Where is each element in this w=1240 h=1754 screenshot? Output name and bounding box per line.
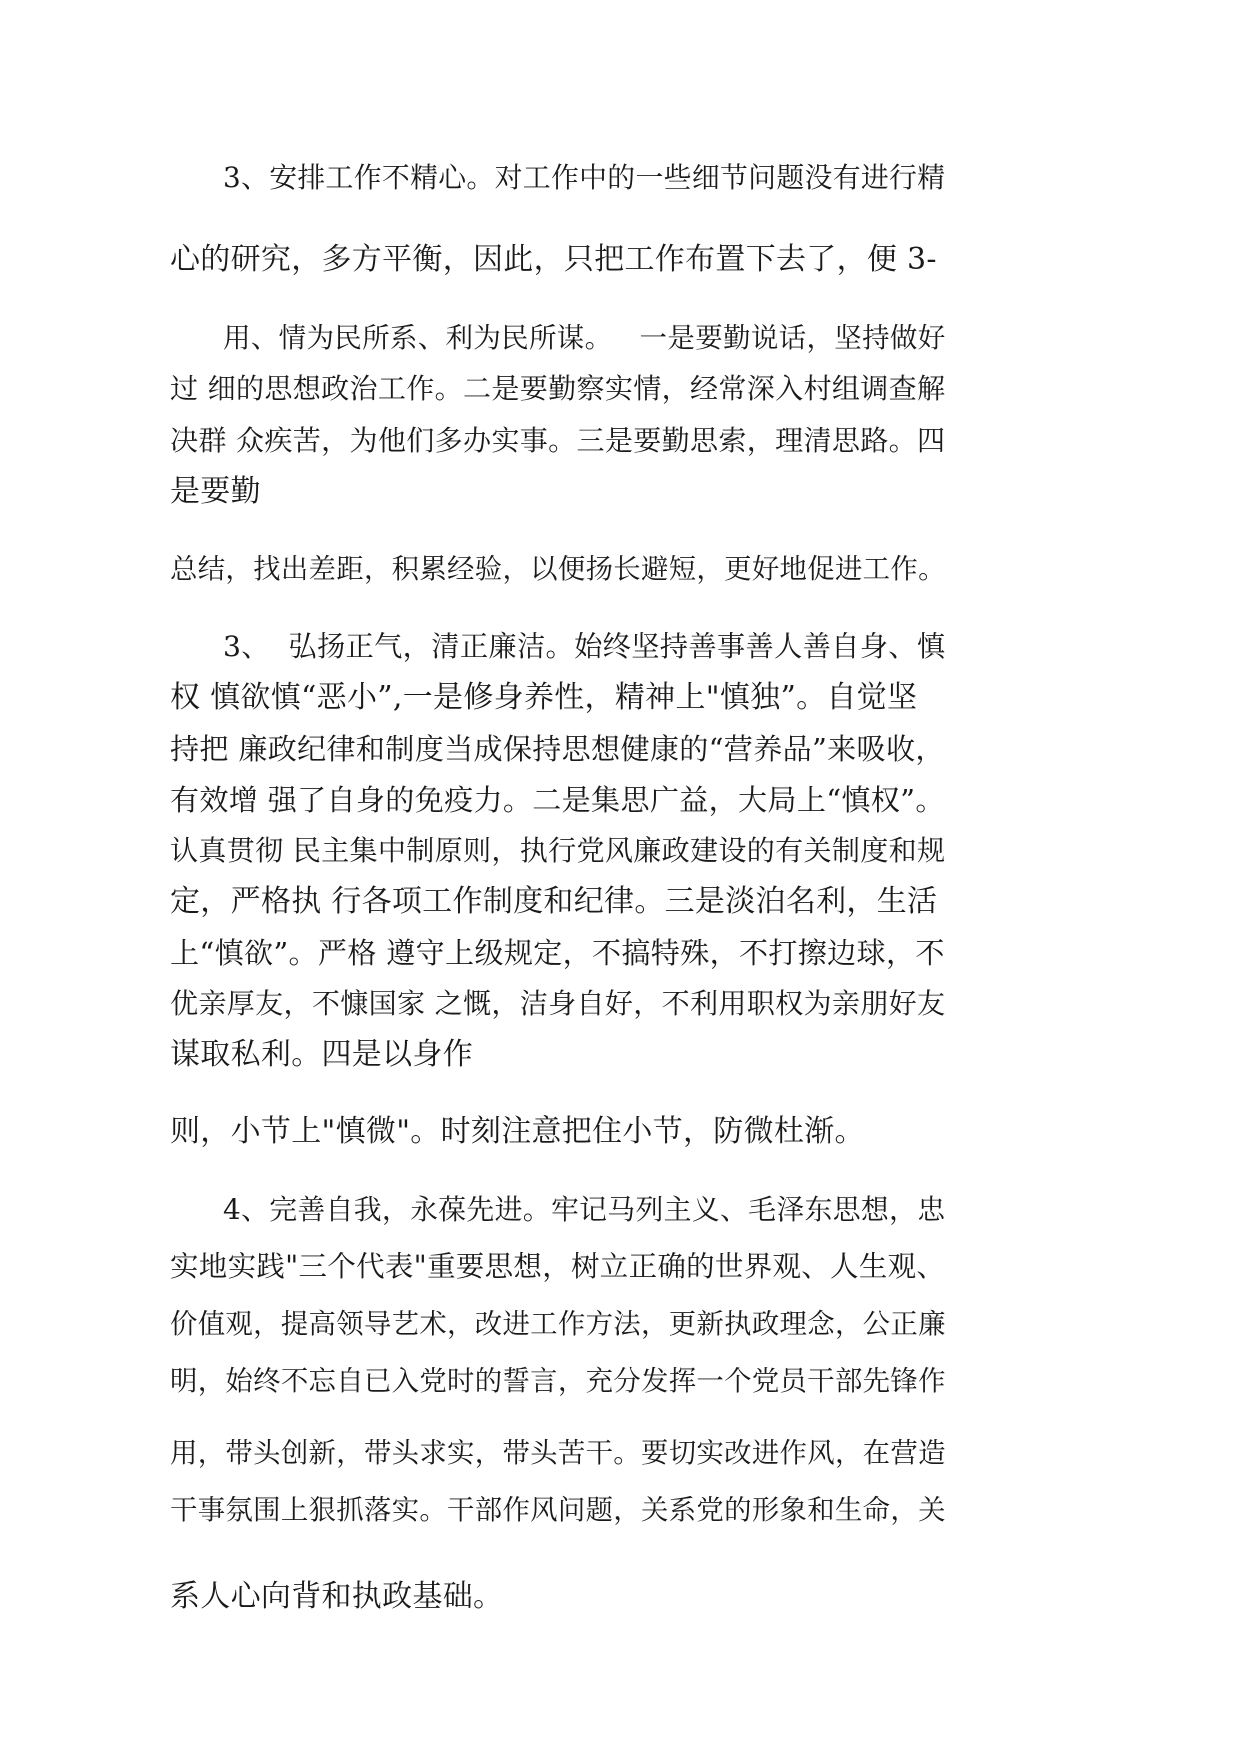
- text-line: 明，始终不忘自已入党时的誓言，充分发挥一个党员干部先锋作: [170, 1366, 946, 1397]
- text-line: 定，严格执 行各项工作制度和纪律。三是淡泊名利，生活: [170, 884, 938, 919]
- text-line: 持把 廉政纪律和制度当成保持思想健康的“营养品”来吸收，: [170, 732, 945, 766]
- text-line: 总结，找出差距，积累经验，以便扬长避短，更好地促进工作。: [170, 554, 946, 585]
- text-line: 谋取私利。四是以身作: [170, 1037, 473, 1072]
- text-line: 过 细的思想政治工作。二是要勤察实情，经常深入村组调查解: [170, 372, 946, 405]
- text-line: 干事氛围上狠抓落实。干部作风问题，关系党的形象和生命，关: [170, 1495, 946, 1526]
- text-line: 用、情为民所系、利为民所谋。 一是要勤说话，坚持做好: [223, 322, 946, 354]
- text-line: 3、 弘扬正气，清正廉洁。始终坚持善事善人善自身、慎: [223, 630, 946, 663]
- text-line: 是要勤: [170, 474, 261, 509]
- text-line: 则，小节上"慎微"。时刻注意把住小节，防微杜渐。: [170, 1114, 865, 1149]
- text-line: 心的研究，多方平衡，因此，只把工作布置下去了，便 3-: [170, 242, 937, 277]
- text-line: 决群 众疾苦，为他们多办实事。三是要勤思索，理清思路。四: [170, 424, 946, 457]
- text-line: 系人心向背和执政基础。: [170, 1579, 504, 1614]
- text-line: 认真贯彻 民主集中制原则，执行党风廉政建设的有关制度和规: [170, 834, 946, 867]
- text-line: 权 慎欲慎“恶小”,一是修身养性，精神上"慎独”。自觉坚: [170, 680, 918, 715]
- text-line: 上“慎欲”。严格 遵守上级规定，不搞特殊，不打擦边球，不: [170, 936, 945, 970]
- text-line: 实地实践"三个代表"重要思想，树立正确的世界观、人生观、: [170, 1250, 946, 1283]
- text-line: 用，带头创新，带头求实，带头苦干。要切实改进作风，在营造: [170, 1438, 946, 1469]
- text-line: 3、安排工作不精心。对工作中的一些细节问题没有进行精: [223, 161, 946, 194]
- text-line: 优亲厚友，不慷国家 之慨，洁身自好，不利用职权为亲朋好友: [170, 987, 946, 1020]
- text-line: 价值观，提高领导艺术，改进工作方法，更新执政理念，公正廉: [170, 1309, 946, 1340]
- text-line: 4、完善自我，永葆先进。牢记马列主义、毛泽东思想，忠: [223, 1193, 946, 1226]
- text-line: 有效增 强了自身的免疫力。二是集思广益，大局上“慎权”。: [170, 783, 945, 817]
